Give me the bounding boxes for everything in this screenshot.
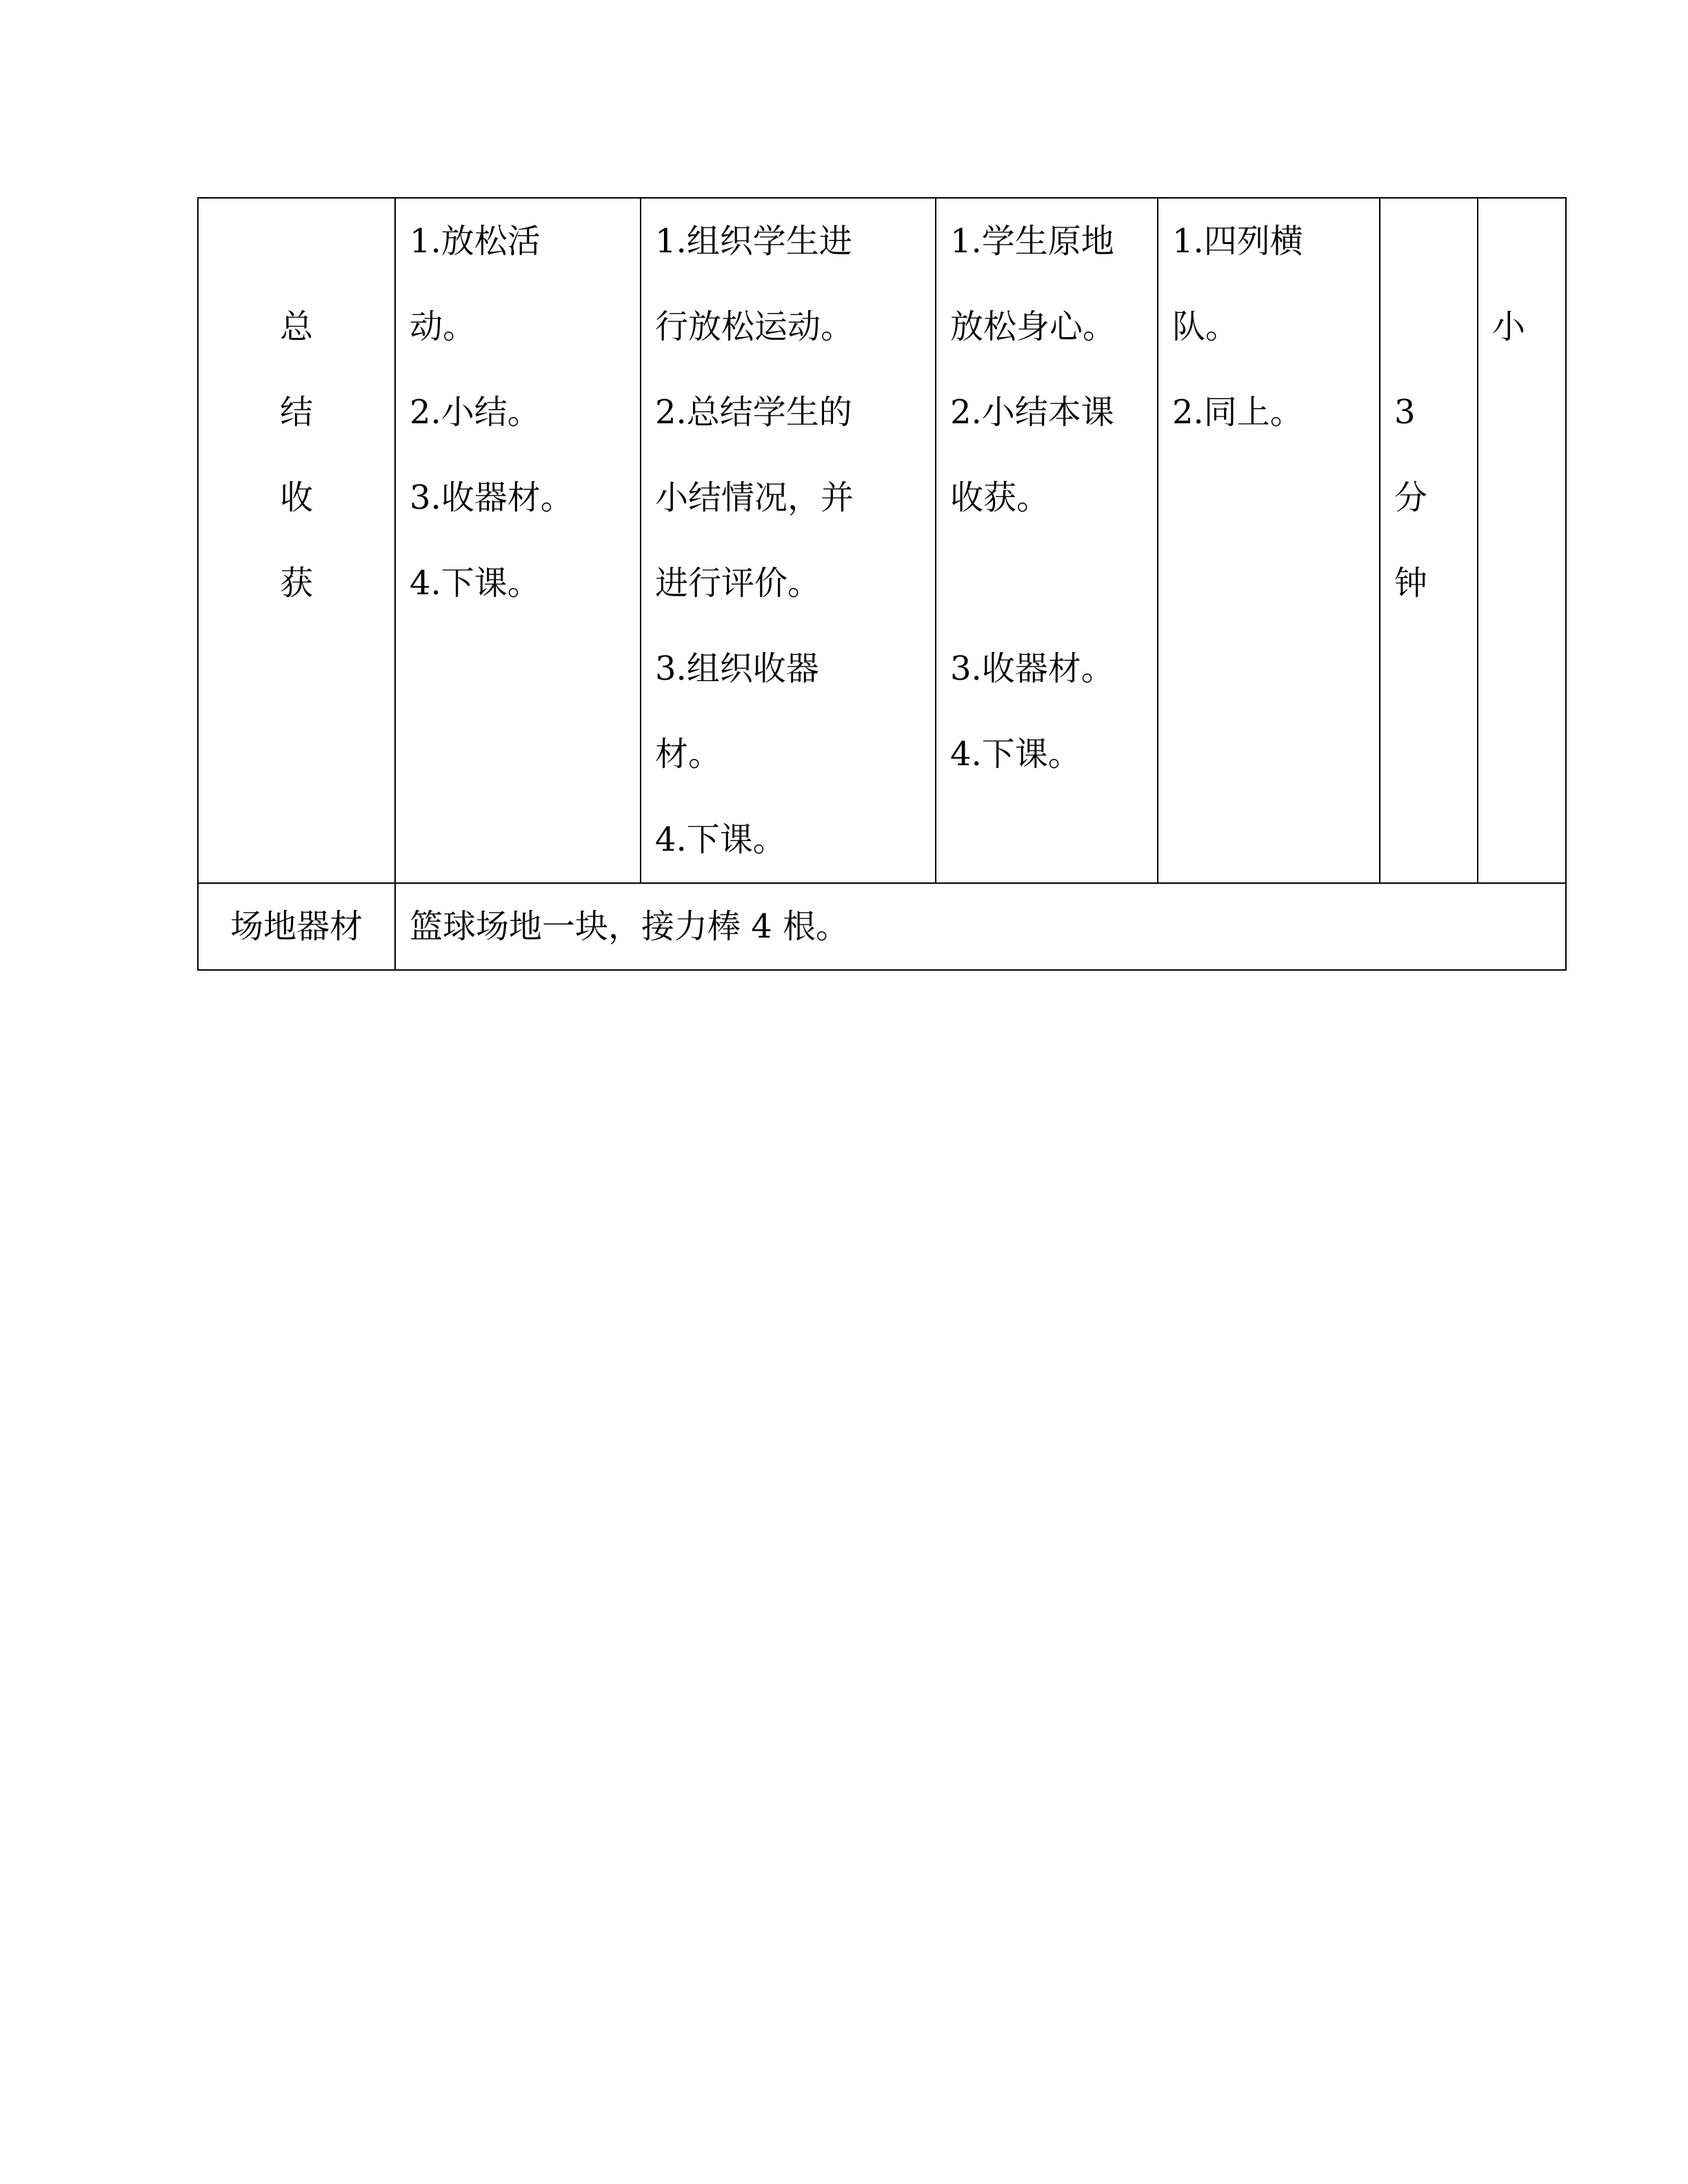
organization-cell bbox=[1158, 198, 1380, 883]
section-label-char: 总 bbox=[279, 307, 313, 346]
teacher-activity-line: 4.下课。 bbox=[655, 820, 786, 859]
content-line: 1.放松活 bbox=[410, 222, 541, 261]
time-char: 钟 bbox=[1394, 564, 1428, 603]
organization-line: 2.同上。 bbox=[1172, 393, 1303, 432]
teacher-activity-line: 2.总结学生的 bbox=[655, 393, 852, 432]
student-activity-line: 1.学生原地 bbox=[950, 222, 1114, 261]
venue-row bbox=[198, 883, 1566, 970]
venue-value-cell bbox=[395, 883, 1566, 970]
venue-label-cell bbox=[198, 883, 395, 970]
student-activity-line: 2.小结本课 bbox=[950, 393, 1114, 432]
teacher-activity-line: 行放松运动。 bbox=[655, 307, 854, 346]
spacer bbox=[950, 540, 1143, 626]
section-label-char: 获 bbox=[279, 564, 313, 603]
teacher-activity-cell bbox=[641, 198, 936, 883]
student-activity-line: 收获。 bbox=[950, 478, 1050, 517]
content-line: 4.下课。 bbox=[410, 564, 541, 603]
section-label-char: 结 bbox=[279, 393, 313, 432]
content-line: 2.小结。 bbox=[410, 393, 541, 432]
time-cell bbox=[1380, 198, 1478, 883]
lesson-plan-table bbox=[197, 197, 1567, 971]
content-cell bbox=[395, 198, 641, 883]
section-label-char: 收 bbox=[279, 478, 313, 517]
summary-row bbox=[198, 198, 1566, 883]
teacher-activity-line: 材。 bbox=[655, 735, 722, 774]
intensity-value: 小 bbox=[1492, 307, 1526, 346]
student-activity-line: 放松身心。 bbox=[950, 307, 1116, 346]
student-activity-cell bbox=[936, 198, 1158, 883]
venue-value: 篮球场地一块，接力棒 4 根。 bbox=[410, 907, 850, 946]
time-char: 分 bbox=[1394, 478, 1428, 517]
venue-label: 场地器材 bbox=[230, 907, 363, 946]
teacher-activity-line: 进行评价。 bbox=[655, 564, 821, 603]
section-label-cell bbox=[198, 198, 395, 883]
organization-line: 1.四列横 bbox=[1172, 222, 1303, 261]
content-line: 动。 bbox=[410, 307, 476, 346]
student-activity-line: 4.下课。 bbox=[950, 735, 1081, 774]
time-char: 3 bbox=[1394, 393, 1416, 432]
teacher-activity-line: 3.组织收器 bbox=[655, 649, 819, 688]
organization-line: 队。 bbox=[1172, 307, 1239, 346]
teacher-activity-line: 小结情况，并 bbox=[655, 478, 854, 517]
content-line: 3.收器材。 bbox=[410, 478, 574, 517]
teacher-activity-line: 1.组织学生进 bbox=[655, 222, 852, 261]
student-activity-line: 3.收器材。 bbox=[950, 649, 1114, 688]
intensity-cell bbox=[1478, 198, 1566, 883]
